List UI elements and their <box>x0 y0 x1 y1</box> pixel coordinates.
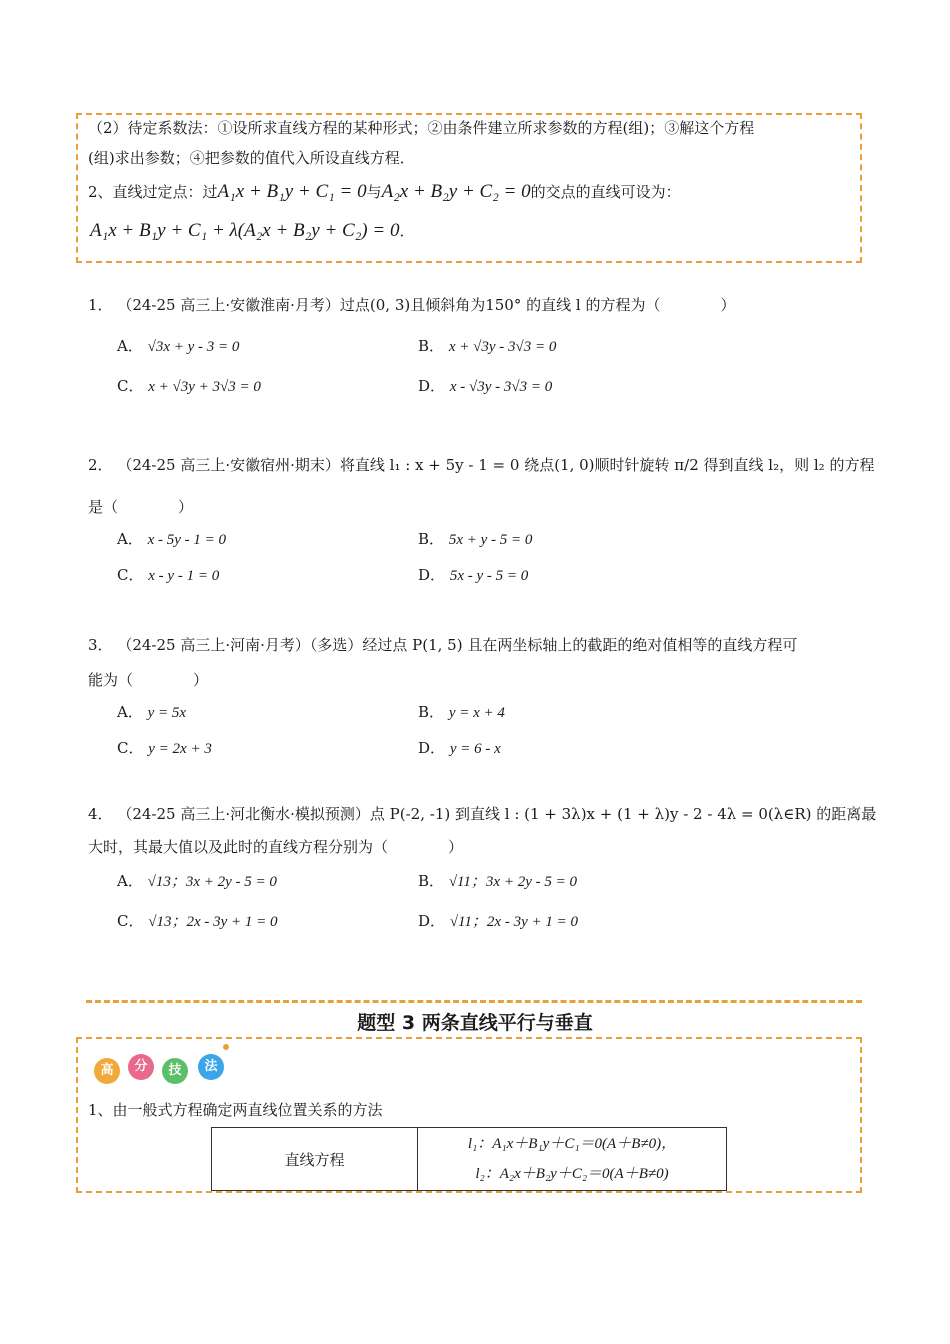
question-number: 1． <box>88 296 113 314</box>
q1-option-d[interactable] <box>418 375 552 396</box>
q2-option-c[interactable] <box>117 564 219 585</box>
tip-line-4-end: ． <box>399 222 415 240</box>
question-number: 3． <box>88 636 113 654</box>
option-text: √13；3x + 2y - 5 = 0 <box>147 874 277 890</box>
q3-option-a[interactable] <box>117 701 186 722</box>
question-text: 点 P(-2, -1) 到直线 l : (1 + 3λ)x + (1 + λ)y - 2 - 4λ = 0(λ∈R) 的距离最 <box>369 805 877 823</box>
q1-option-a[interactable] <box>117 335 239 356</box>
option-letter: B． <box>418 530 445 548</box>
table-equations-cell <box>418 1128 727 1191</box>
question-source: （24-25 高三上·河南·月考） <box>117 636 310 654</box>
question-2-stem <box>88 454 874 475</box>
q3-option-c[interactable] <box>117 737 212 758</box>
q2-option-b[interactable] <box>418 528 532 549</box>
question-number: 2． <box>88 456 113 474</box>
question-source: （24-25 高三上·河北衡水·模拟预测） <box>117 805 370 823</box>
tip-line-4 <box>90 220 414 242</box>
option-text: x - y - 1 = 0 <box>148 568 220 584</box>
question-text: （多选）经过点 P(1, 5) 且在两坐标轴上的截距的绝对值相等的直线方程可 <box>309 636 798 654</box>
option-text: 5x - y - 5 = 0 <box>449 568 529 584</box>
option-letter: A． <box>117 703 143 721</box>
option-text: √13；2x - 3y + 1 = 0 <box>148 914 278 930</box>
section-divider <box>86 1000 862 1003</box>
option-letter: C． <box>117 739 144 757</box>
option-letter: D． <box>418 377 446 395</box>
option-text: y = 5x <box>147 705 187 721</box>
option-letter: B． <box>418 337 445 355</box>
badge-ji: 技 <box>162 1058 188 1084</box>
option-text: y = 6 - x <box>449 741 501 757</box>
option-text: x + √3y - 3√3 = 0 <box>448 339 557 355</box>
question-text: 过点(0, 3)且倾斜角为150° 的直线 l 的方程为（ ） <box>339 296 736 314</box>
equation-l1: l₁：A₁x＋B₁y＋C₁＝0(A＋B≠0)， <box>467 1136 677 1152</box>
tip-line-2: (组)求出参数；④把参数的值代入所设直线方程． <box>88 149 415 167</box>
method-intro: 1、由一般式方程确定两直线位置关系的方法 <box>88 1101 383 1119</box>
option-letter: B． <box>418 703 445 721</box>
badge-fa: 法 <box>198 1054 224 1080</box>
question-3-stem <box>88 634 797 655</box>
option-letter: A． <box>117 872 143 890</box>
tip-eq-2: A₂x + B₂y + C₂ = 0 <box>381 181 531 202</box>
tip-line-3-prefix: 2、直线过定点：过 <box>88 183 218 201</box>
option-letter: A． <box>117 530 143 548</box>
option-text: x + √3y + 3√3 = 0 <box>148 379 261 395</box>
sparkle-icon <box>223 1044 229 1050</box>
option-letter: C． <box>117 377 144 395</box>
equation-l2: l₂：A₂x＋B₂y＋C₂＝0(A＋B≠0) <box>475 1166 669 1182</box>
option-text: √11；2x - 3y + 1 = 0 <box>449 914 578 930</box>
q4-option-d[interactable] <box>418 910 578 931</box>
q1-option-c[interactable] <box>117 375 261 396</box>
option-letter: C． <box>117 912 144 930</box>
option-text: 5x + y - 5 = 0 <box>448 532 533 548</box>
tip-line-3-mid: 与 <box>366 183 382 201</box>
question-source: （24-25 高三上·安徽宿州·期末） <box>117 456 340 474</box>
option-letter: D． <box>418 912 446 930</box>
question-text: 将直线 l₁ : x + 5y - 1 = 0 绕点(1, 0)顺时针旋转 π/2 得到直线 l₂，则 l₂ 的方程 <box>339 456 875 474</box>
section-title: 题型 3 两条直线平行与垂直 <box>357 1012 593 1034</box>
tip-line-3-suffix: 的交点的直线可设为： <box>530 183 681 201</box>
q4-option-c[interactable] <box>117 910 278 931</box>
option-text: y = 2x + 3 <box>148 741 212 757</box>
option-text: x - √3y - 3√3 = 0 <box>449 379 553 395</box>
question-3-stem-cont: 能为（ ） <box>88 671 209 689</box>
option-letter: A． <box>117 337 143 355</box>
q4-option-a[interactable] <box>117 870 277 891</box>
question-source: （24-25 高三上·安徽淮南·月考） <box>117 296 340 314</box>
q1-option-b[interactable] <box>418 335 556 356</box>
q2-option-a[interactable] <box>117 528 226 549</box>
question-4-stem <box>88 803 876 824</box>
table-row <box>212 1128 727 1191</box>
option-letter: D． <box>418 566 446 584</box>
badge-fen: 分 <box>128 1054 154 1080</box>
option-text: √3x + y - 3 = 0 <box>147 339 240 355</box>
tip-eq-1: A₁x + B₁y + C₁ = 0 <box>217 181 367 202</box>
q3-option-d[interactable] <box>418 737 501 758</box>
badge-gao: 高 <box>94 1058 120 1084</box>
option-letter: C． <box>117 566 144 584</box>
q3-option-b[interactable] <box>418 701 505 722</box>
tip-line-1: （2）待定系数法：①设所求直线方程的某种形式；②由条件建立所求参数的方程(组)；③解这个方程 <box>88 119 755 137</box>
tip-eq-3: A₁x + B₁y + C₁ + λ(A₂x + B₂y + C₂) = 0 <box>90 220 400 241</box>
method-table <box>211 1127 727 1191</box>
question-1-stem <box>88 294 735 315</box>
option-letter: D． <box>418 739 446 757</box>
option-text: √11；3x + 2y - 5 = 0 <box>448 874 577 890</box>
question-4-stem-cont: 大时，其最大值以及此时的直线方程分别为（ ） <box>88 838 464 856</box>
option-text: x - 5y - 1 = 0 <box>147 532 227 548</box>
table-header-cell: 直线方程 <box>212 1128 418 1191</box>
question-number: 4． <box>88 805 113 823</box>
q4-option-b[interactable] <box>418 870 577 891</box>
option-text: y = x + 4 <box>448 705 505 721</box>
q2-option-d[interactable] <box>418 564 528 585</box>
tip-line-3 <box>88 181 681 203</box>
question-2-stem-cont: 是（ ） <box>88 498 194 516</box>
option-letter: B． <box>418 872 445 890</box>
